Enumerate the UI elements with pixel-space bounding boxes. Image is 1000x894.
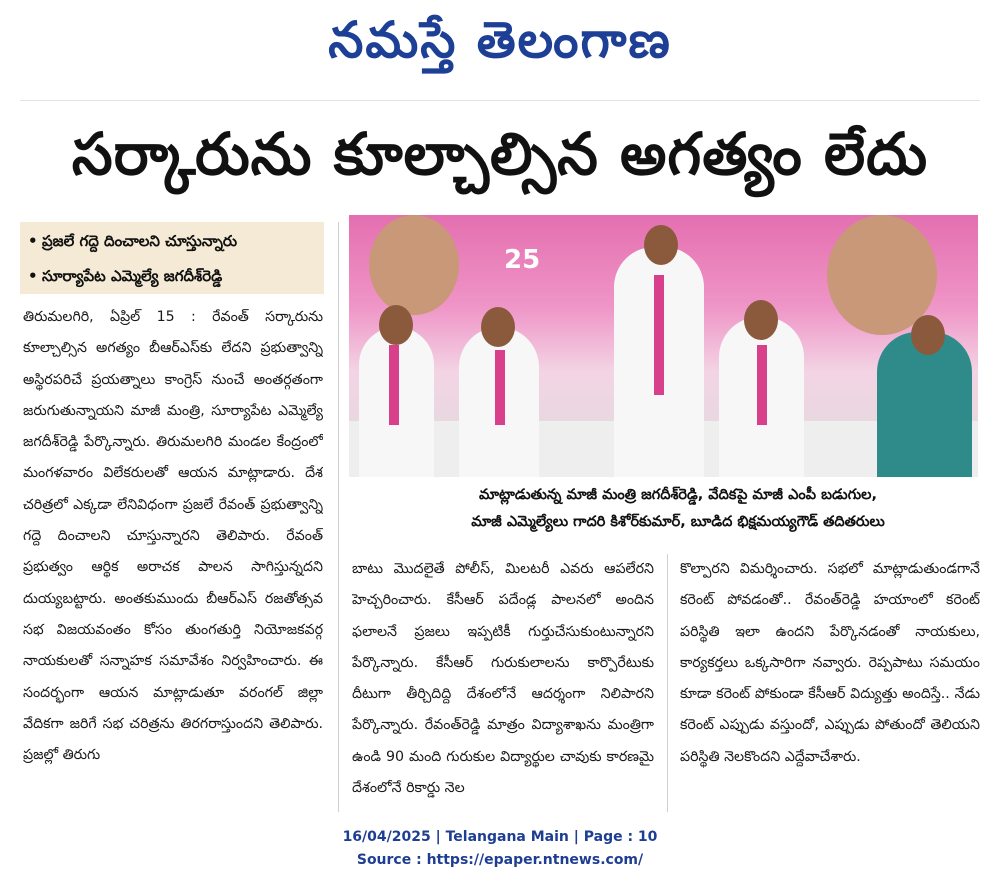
photo-caption [398,482,958,536]
event-photo [349,215,978,477]
newspaper-masthead [0,0,1000,80]
pink-sash [389,345,399,425]
article-column-3 [680,554,980,812]
page-footer [0,826,1000,872]
masthead-title: నమస్తే తెలంగాణ [328,10,672,69]
pink-sash [495,350,505,425]
pink-sash [757,345,767,425]
column-text: తిరుమలగిరి, ఏప్రిల్ 15 : రేవంత్ సర్కారును కూల్చాల్సిన అగత్యం బీఆర్‌ఎస్‌కు లేదని ప్రభుత్వాన్ని అస్థిరపరిచే ప్రయత్నాలు కాంగ్రెస్ నుంచే అంతర్గతంగా జరుగుతున్నాయని మాజీ మంత్రి, సూర్యాపేట ఎమ్మెల్యే జగదీశ్‌రెడ్డి పేర్కొన్నారు. తిరుమలగిరి మండల కేంద్రంలో మంగళవారం విలేకరులతో ఆయన మాట్లాడారు. దేశ చరిత్రలో ఎక్కడా లేనివిధంగా ప్రజలే రేవంత్ ప్రభుత్వాన్ని గద్దె దించాలని చూస్తున్నారని తెలిపారు. రేవంత్ ప్రభుత్వం ఆర్థిక అరాచక పాలన సాగిస్తున్నదని దుయ్యబట్టారు. అంతకుముందు బీఆర్‌ఎస్ రజతోత్సవ సభ విజయవంతం కోసం తుంగతుర్తి నియోజకవర్గ నాయకులతో సన్నాహక సమావేశం నిర్వహించారు. ఈ సందర్భంగా ఆయన మాట్లాడుతూ వరంగల్ జిల్లా వేదికగా జరిగే సభ చరిత్రను తిరగరాస్తుందని తెలిపారు. ప్రజల్లో తిరుగు [23,309,323,764]
footer-source: Source : https://epaper.ntnews.com/ [356,852,644,868]
subheading-text: ప్రజలే గద్దె దించాలని చూస్తున్నారు [42,232,238,250]
subheading-box [20,222,324,294]
person-head [379,305,413,345]
column-text: కొల్పారని విమర్శించారు. సభలో మాట్లాడుతుండగానే కరెంట్ పోవడంతో.. రేవంత్‌రెడ్డి హయాంలో కరెంట్ పరిస్థితి ఇలా ఉందని పేర్కొనడంతో నాయకులు, కార్యకర్తలు ఒక్కసారిగా నవ్వారు. రెప్పపాటు సమయం కూడా కరెంట్ పోకుండా కేసీఆర్ విద్యుత్తు అందిస్తే.. నేడు కరెంట్ ఎప్పుడు వస్తుందో, ఎప్పుడు పోతుందో తెలియని పరిస్థితి నెలకొందని ఎద్దేవాచేశారు. [680,561,980,765]
banner-number: 25 [504,245,541,275]
subheading-bullet [20,260,324,292]
bullet-icon: • [28,267,38,285]
column-text: బాటు మొదలైతే పోలీస్, మిలటరీ ఎవరు ఆపలేరని హెచ్చరించారు. కేసీఆర్ పదేండ్ల పాలనలో అందిన ఫలాలనే ప్రజలు ఇప్పటికీ గుర్తుచేసుకుంటున్నారని పేర్కొన్నారు. కేసీఆర్ గురుకులాలను కార్పొరేటుకు దీటుగా తీర్చిదిద్ది దేశంలోనే ఆదర్శంగా నిలిపారని పేర్కొన్నారు. రేవంత్‌రెడ్డి మాత్రం విద్యాశాఖను మంత్రిగా ఉండి 90 మంది గురుకుల విద్యార్థుల చావుకు కారణమై దేశంలోనే రికార్డు నెల [352,561,654,797]
column-divider [667,554,668,812]
banner-portrait-left [369,215,459,315]
column-divider [338,222,339,812]
person-head [481,307,515,347]
person-head [744,300,778,340]
article-headline: సర్కారును కూల్చాల్సిన అగత్యం లేదు [71,120,929,188]
caption-line: మాజీ ఎమ్మెల్యేలు గాదరి కిశోర్‌కుమార్, బూడిద భిక్షమయ్యగౌడ్ తదితరులు [471,514,885,530]
subheading-text: సూర్యాపేట ఎమ్మెల్యే జగదీశ్‌రెడ్డి [42,267,223,285]
footer-edition-info: 16/04/2025 | Telangana Main | Page : 10 [342,829,658,845]
caption-line: మాట్లాడుతున్న మాజీ మంత్రి జగదీశ్‌రెడ్డి, వేదికపై మాజీ ఎంపీ బడుగుల, [479,487,877,503]
person-head [911,315,945,355]
bullet-icon: • [28,232,38,250]
pink-sash [654,275,664,395]
masthead-divider [20,100,980,101]
article-column-1 [23,302,323,812]
subheading-bullet [20,225,324,257]
article-column-2 [352,554,654,812]
speaker-head [644,225,678,265]
